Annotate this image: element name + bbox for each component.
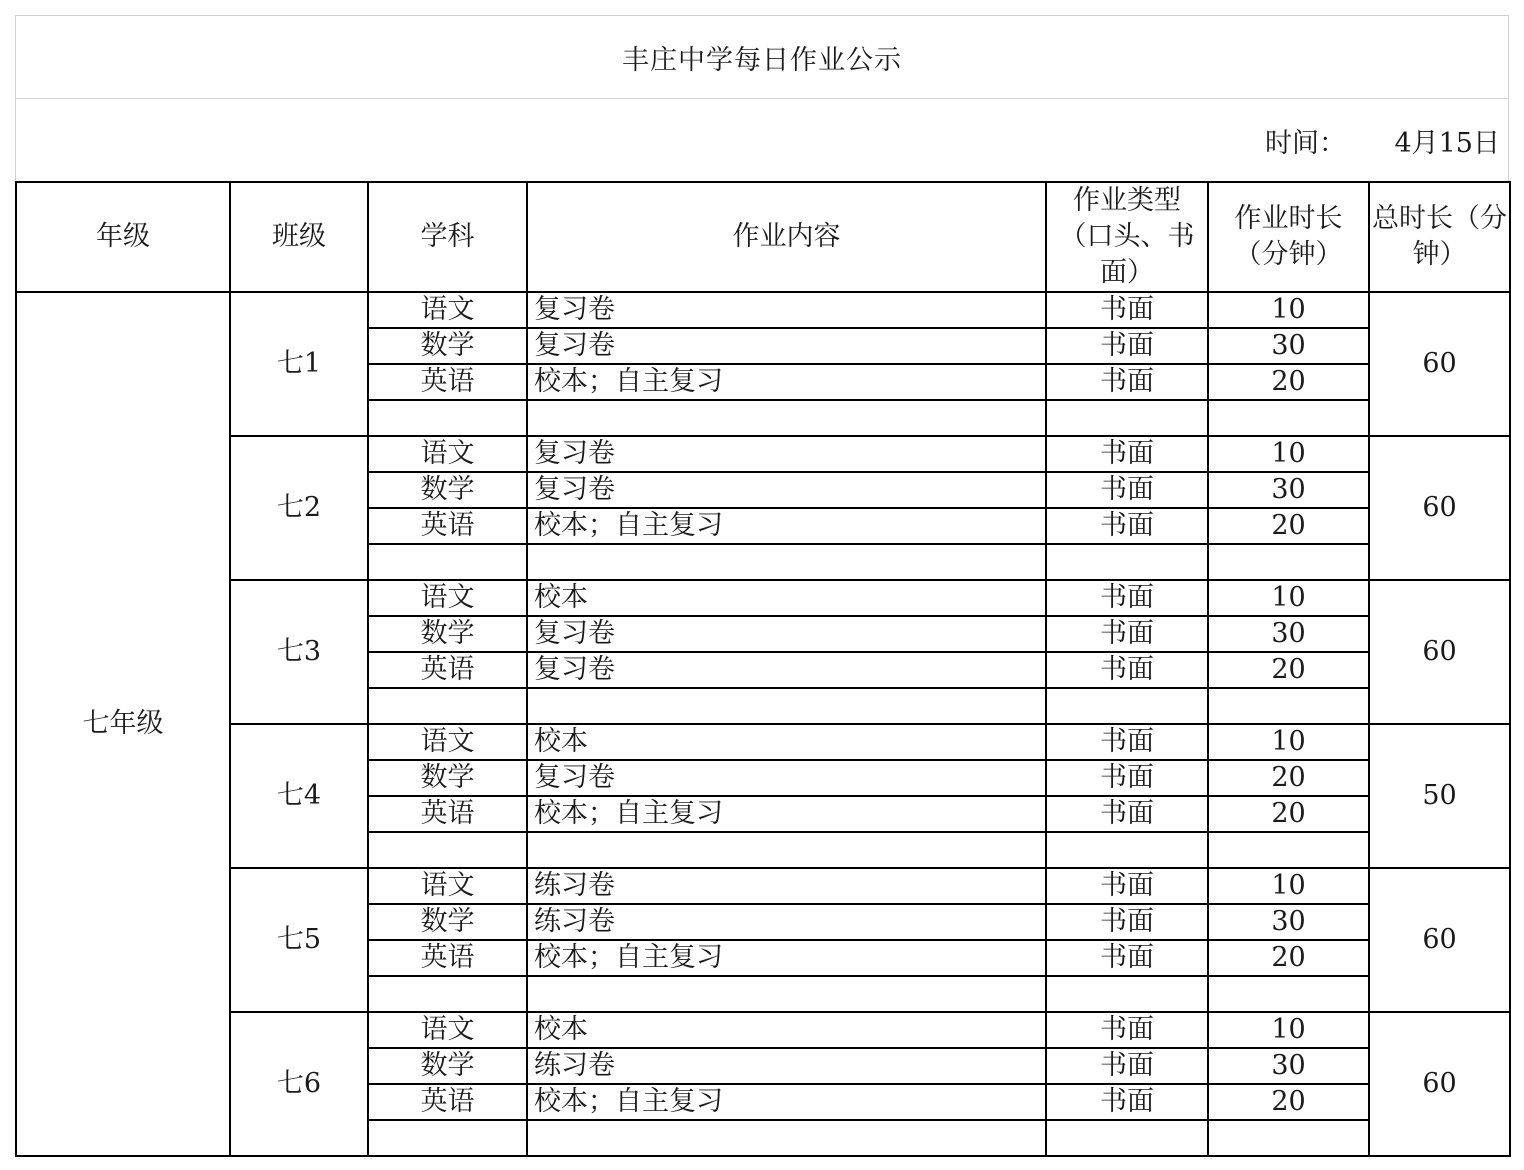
type-cell: 书面 bbox=[1046, 472, 1208, 508]
class-cell: 七3 bbox=[230, 580, 368, 724]
content-cell: 复习卷 bbox=[527, 328, 1046, 364]
minutes-cell: 30 bbox=[1208, 616, 1369, 652]
total-cell: 60 bbox=[1369, 580, 1510, 724]
header-duration: 作业时长（分钟） bbox=[1208, 182, 1369, 292]
date-row bbox=[15, 98, 1509, 181]
subject-cell: 英语 bbox=[368, 940, 527, 976]
subject-cell: 语文 bbox=[368, 1012, 527, 1048]
table-body bbox=[16, 292, 1510, 1156]
type-cell bbox=[1046, 832, 1208, 868]
type-cell: 书面 bbox=[1046, 1084, 1208, 1120]
type-cell: 书面 bbox=[1046, 1048, 1208, 1084]
type-cell: 书面 bbox=[1046, 652, 1208, 688]
content-cell bbox=[527, 400, 1046, 436]
content-cell: 复习卷 bbox=[527, 472, 1046, 508]
class-cell: 七1 bbox=[230, 292, 368, 436]
subject-cell: 数学 bbox=[368, 904, 527, 940]
minutes-cell bbox=[1208, 544, 1369, 580]
homework-table bbox=[15, 181, 1511, 1157]
class-cell: 七6 bbox=[230, 1012, 368, 1156]
content-cell bbox=[527, 688, 1046, 724]
minutes-cell: 20 bbox=[1208, 940, 1369, 976]
class-cell: 七4 bbox=[230, 724, 368, 868]
total-cell: 60 bbox=[1369, 1012, 1510, 1156]
table-row bbox=[16, 1012, 1510, 1048]
minutes-cell: 20 bbox=[1208, 364, 1369, 400]
subject-cell: 英语 bbox=[368, 508, 527, 544]
date-label: 时间： bbox=[1265, 128, 1346, 159]
type-cell: 书面 bbox=[1046, 328, 1208, 364]
table-row bbox=[16, 868, 1510, 904]
table-row bbox=[16, 580, 1510, 616]
subject-cell: 语文 bbox=[368, 868, 527, 904]
content-cell: 练习卷 bbox=[527, 904, 1046, 940]
type-cell: 书面 bbox=[1046, 508, 1208, 544]
content-cell: 复习卷 bbox=[527, 616, 1046, 652]
minutes-cell bbox=[1208, 400, 1369, 436]
type-cell: 书面 bbox=[1046, 904, 1208, 940]
class-cell: 七5 bbox=[230, 868, 368, 1012]
header-row bbox=[16, 182, 1510, 292]
minutes-cell bbox=[1208, 976, 1369, 1012]
minutes-cell: 20 bbox=[1208, 760, 1369, 796]
subject-cell: 数学 bbox=[368, 616, 527, 652]
header-total: 总时长（分钟） bbox=[1369, 182, 1510, 292]
content-cell: 复习卷 bbox=[527, 652, 1046, 688]
minutes-cell bbox=[1208, 832, 1369, 868]
type-cell: 书面 bbox=[1046, 436, 1208, 472]
type-cell: 书面 bbox=[1046, 796, 1208, 832]
type-cell: 书面 bbox=[1046, 616, 1208, 652]
content-cell: 校本；自主复习 bbox=[527, 1084, 1046, 1120]
minutes-cell: 20 bbox=[1208, 1084, 1369, 1120]
content-cell: 校本；自主复习 bbox=[527, 364, 1046, 400]
type-cell: 书面 bbox=[1046, 1012, 1208, 1048]
minutes-cell: 10 bbox=[1208, 1012, 1369, 1048]
total-cell: 60 bbox=[1369, 292, 1510, 436]
content-cell bbox=[527, 544, 1046, 580]
content-cell: 练习卷 bbox=[527, 868, 1046, 904]
subject-cell: 语文 bbox=[368, 580, 527, 616]
header-class: 班级 bbox=[230, 182, 368, 292]
subject-cell: 语文 bbox=[368, 292, 527, 328]
content-cell bbox=[527, 976, 1046, 1012]
type-cell: 书面 bbox=[1046, 292, 1208, 328]
minutes-cell: 30 bbox=[1208, 1048, 1369, 1084]
subject-cell: 语文 bbox=[368, 724, 527, 760]
content-cell: 校本 bbox=[527, 724, 1046, 760]
subject-cell: 英语 bbox=[368, 796, 527, 832]
type-cell: 书面 bbox=[1046, 760, 1208, 796]
table-row bbox=[16, 292, 1510, 328]
content-cell: 复习卷 bbox=[527, 292, 1046, 328]
minutes-cell: 30 bbox=[1208, 472, 1369, 508]
class-cell: 七2 bbox=[230, 436, 368, 580]
header-type: 作业类型（口头、书面） bbox=[1046, 182, 1208, 292]
total-cell: 60 bbox=[1369, 868, 1510, 1012]
minutes-cell: 30 bbox=[1208, 904, 1369, 940]
total-cell: 60 bbox=[1369, 436, 1510, 580]
minutes-cell: 20 bbox=[1208, 796, 1369, 832]
subject-cell: 英语 bbox=[368, 652, 527, 688]
subject-cell bbox=[368, 832, 527, 868]
subject-cell: 英语 bbox=[368, 1084, 527, 1120]
type-cell: 书面 bbox=[1046, 724, 1208, 760]
type-cell: 书面 bbox=[1046, 940, 1208, 976]
subject-cell: 数学 bbox=[368, 472, 527, 508]
type-cell bbox=[1046, 544, 1208, 580]
type-cell bbox=[1046, 400, 1208, 436]
table-row bbox=[16, 436, 1510, 472]
content-cell: 练习卷 bbox=[527, 1048, 1046, 1084]
content-cell: 复习卷 bbox=[527, 436, 1046, 472]
subject-cell: 数学 bbox=[368, 760, 527, 796]
subject-cell bbox=[368, 688, 527, 724]
subject-cell bbox=[368, 1120, 527, 1156]
content-cell: 复习卷 bbox=[527, 760, 1046, 796]
subject-cell: 语文 bbox=[368, 436, 527, 472]
minutes-cell: 20 bbox=[1208, 508, 1369, 544]
type-cell bbox=[1046, 976, 1208, 1012]
minutes-cell: 10 bbox=[1208, 868, 1369, 904]
type-cell bbox=[1046, 1120, 1208, 1156]
content-cell bbox=[527, 832, 1046, 868]
minutes-cell bbox=[1208, 688, 1369, 724]
type-cell: 书面 bbox=[1046, 580, 1208, 616]
content-cell bbox=[527, 1120, 1046, 1156]
title-row bbox=[15, 15, 1509, 98]
content-cell: 校本；自主复习 bbox=[527, 508, 1046, 544]
minutes-cell bbox=[1208, 1120, 1369, 1156]
subject-cell bbox=[368, 544, 527, 580]
date-value: 4月15日 bbox=[1394, 128, 1500, 159]
type-cell: 书面 bbox=[1046, 364, 1208, 400]
subject-cell: 数学 bbox=[368, 328, 527, 364]
page-title: 丰庄中学每日作业公示 bbox=[622, 44, 902, 76]
content-cell: 校本；自主复习 bbox=[527, 796, 1046, 832]
type-cell bbox=[1046, 688, 1208, 724]
subject-cell: 数学 bbox=[368, 1048, 527, 1084]
table-row bbox=[16, 724, 1510, 760]
minutes-cell: 10 bbox=[1208, 580, 1369, 616]
content-cell: 校本；自主复习 bbox=[527, 940, 1046, 976]
minutes-cell: 10 bbox=[1208, 724, 1369, 760]
header-grade: 年级 bbox=[16, 182, 230, 292]
minutes-cell: 10 bbox=[1208, 292, 1369, 328]
grade-cell: 七年级 bbox=[16, 292, 230, 1156]
subject-cell: 英语 bbox=[368, 364, 527, 400]
header-subject: 学科 bbox=[368, 182, 527, 292]
homework-sheet bbox=[15, 15, 1509, 1157]
type-cell: 书面 bbox=[1046, 868, 1208, 904]
header-content: 作业内容 bbox=[527, 182, 1046, 292]
content-cell: 校本 bbox=[527, 580, 1046, 616]
minutes-cell: 10 bbox=[1208, 436, 1369, 472]
content-cell: 校本 bbox=[527, 1012, 1046, 1048]
total-cell: 50 bbox=[1369, 724, 1510, 868]
subject-cell bbox=[368, 400, 527, 436]
minutes-cell: 20 bbox=[1208, 652, 1369, 688]
minutes-cell: 30 bbox=[1208, 328, 1369, 364]
subject-cell bbox=[368, 976, 527, 1012]
